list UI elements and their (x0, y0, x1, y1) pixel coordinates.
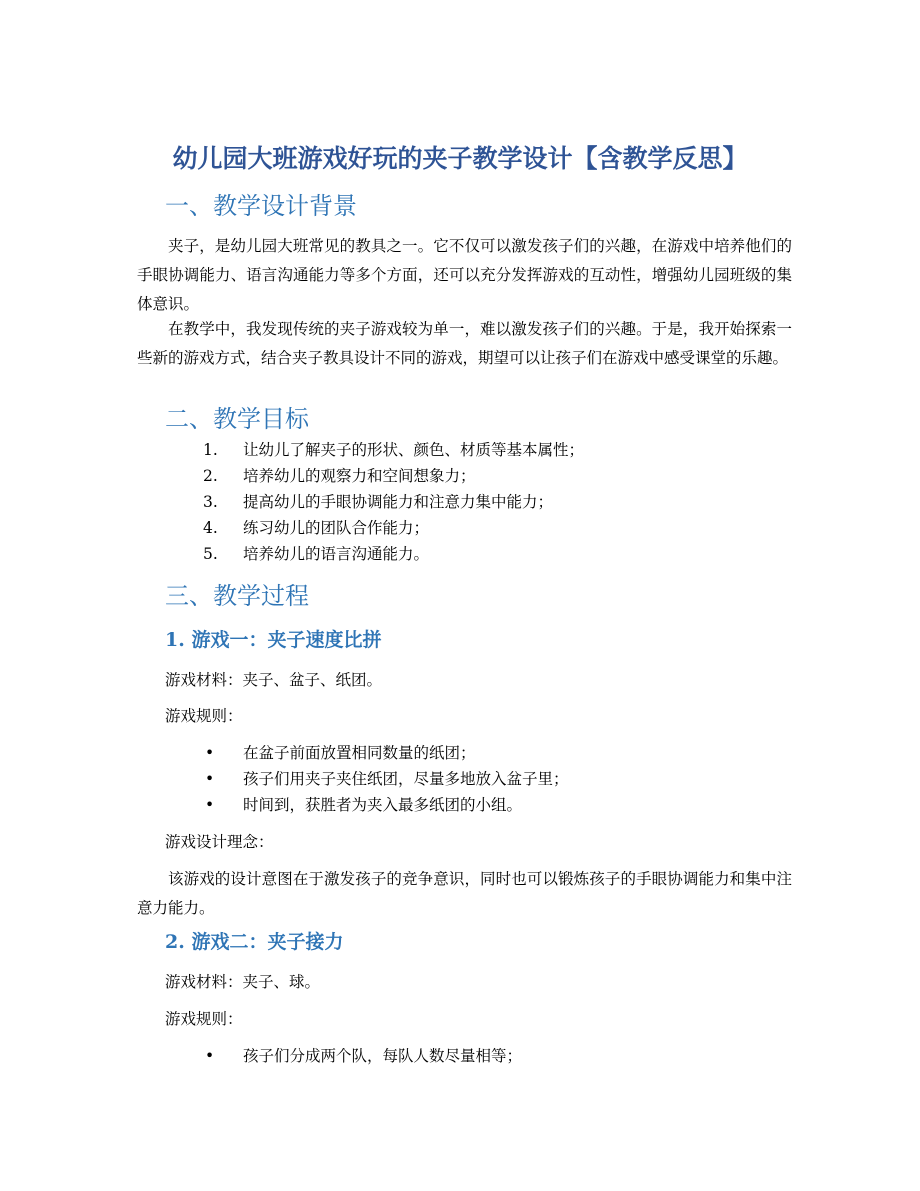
list-number: 5. (203, 545, 218, 563)
background-paragraph-1: 夹子，是幼儿园大班常见的教具之一。它不仅可以激发孩子们的兴趣，在游戏中培养他们的手眼协调能力、语言沟通能力等多个方面，还可以充分发挥游戏的互动性，增强幼儿园班级的集体意识。 (137, 237, 792, 313)
game2-materials: 游戏材料：夹子、球。 (165, 973, 321, 991)
background-paragraph-2: 在教学中，我发现传统的夹子游戏较为单一，难以激发孩子们的兴趣。于是，我开始探索一些新的游戏方式，结合夹子教具设计不同的游戏，期望可以让孩子们在游戏中感受课堂的乐趣。 (137, 320, 792, 367)
bullet-icon: • (205, 770, 215, 788)
goal-list-item (0, 437, 900, 463)
list-item-text: 在盆子前面放置相同数量的纸团； (243, 744, 476, 762)
game1-rule-item (0, 766, 900, 792)
game1-concept-label: 游戏设计理念： (165, 833, 274, 851)
goal-list-item (0, 515, 900, 541)
game1-heading: 1. 游戏一：夹子速度比拼 (165, 629, 382, 651)
bullet-icon: • (205, 1047, 215, 1065)
list-number: 1. (203, 441, 218, 459)
list-item-text: 孩子们用夹子夹住纸团，尽量多地放入盆子里； (243, 770, 569, 788)
list-item-text: 培养幼儿的语言沟通能力。 (243, 545, 430, 563)
game1-concept: 该游戏的设计意图在于激发孩子的竞争意识，同时也可以锻炼孩子的手眼协调能力和集中注意力能力。 (137, 870, 792, 917)
game2-heading: 2. 游戏二：夹子接力 (165, 931, 344, 953)
list-number: 3. (203, 493, 218, 511)
section-heading-goals: 二、教学目标 (165, 405, 309, 433)
game1-materials: 游戏材料：夹子、盆子、纸团。 (165, 671, 383, 689)
list-number: 2. (203, 467, 218, 485)
game1-rule-item (0, 740, 900, 766)
list-item-text: 孩子们分成两个队，每队人数尽量相等； (243, 1047, 523, 1065)
game2-rule-item (0, 1043, 900, 1069)
list-item-text: 练习幼儿的团队合作能力； (243, 519, 430, 537)
list-item-text: 时间到，获胜者为夹入最多纸团的小组。 (243, 796, 523, 814)
list-number: 4. (203, 519, 218, 537)
bullet-icon: • (205, 744, 215, 762)
section-heading-background: 一、教学设计背景 (165, 192, 357, 220)
list-item-text: 培养幼儿的观察力和空间想象力； (243, 467, 476, 485)
game1-rule-item (0, 792, 900, 818)
goal-list-item (0, 541, 900, 567)
bullet-icon: • (205, 796, 215, 814)
list-item-text: 让幼儿了解夹子的形状、颜色、材质等基本属性； (243, 441, 585, 459)
game2-rules-label: 游戏规则： (165, 1010, 243, 1028)
goal-list-item (0, 463, 900, 489)
goal-list-item (0, 489, 900, 515)
game1-rules-label: 游戏规则： (165, 707, 243, 725)
section-heading-process: 三、教学过程 (165, 582, 309, 610)
list-item-text: 提高幼儿的手眼协调能力和注意力集中能力； (243, 493, 554, 511)
document-title: 幼儿园大班游戏好玩的夹子教学设计【含教学反思】 (172, 144, 748, 173)
